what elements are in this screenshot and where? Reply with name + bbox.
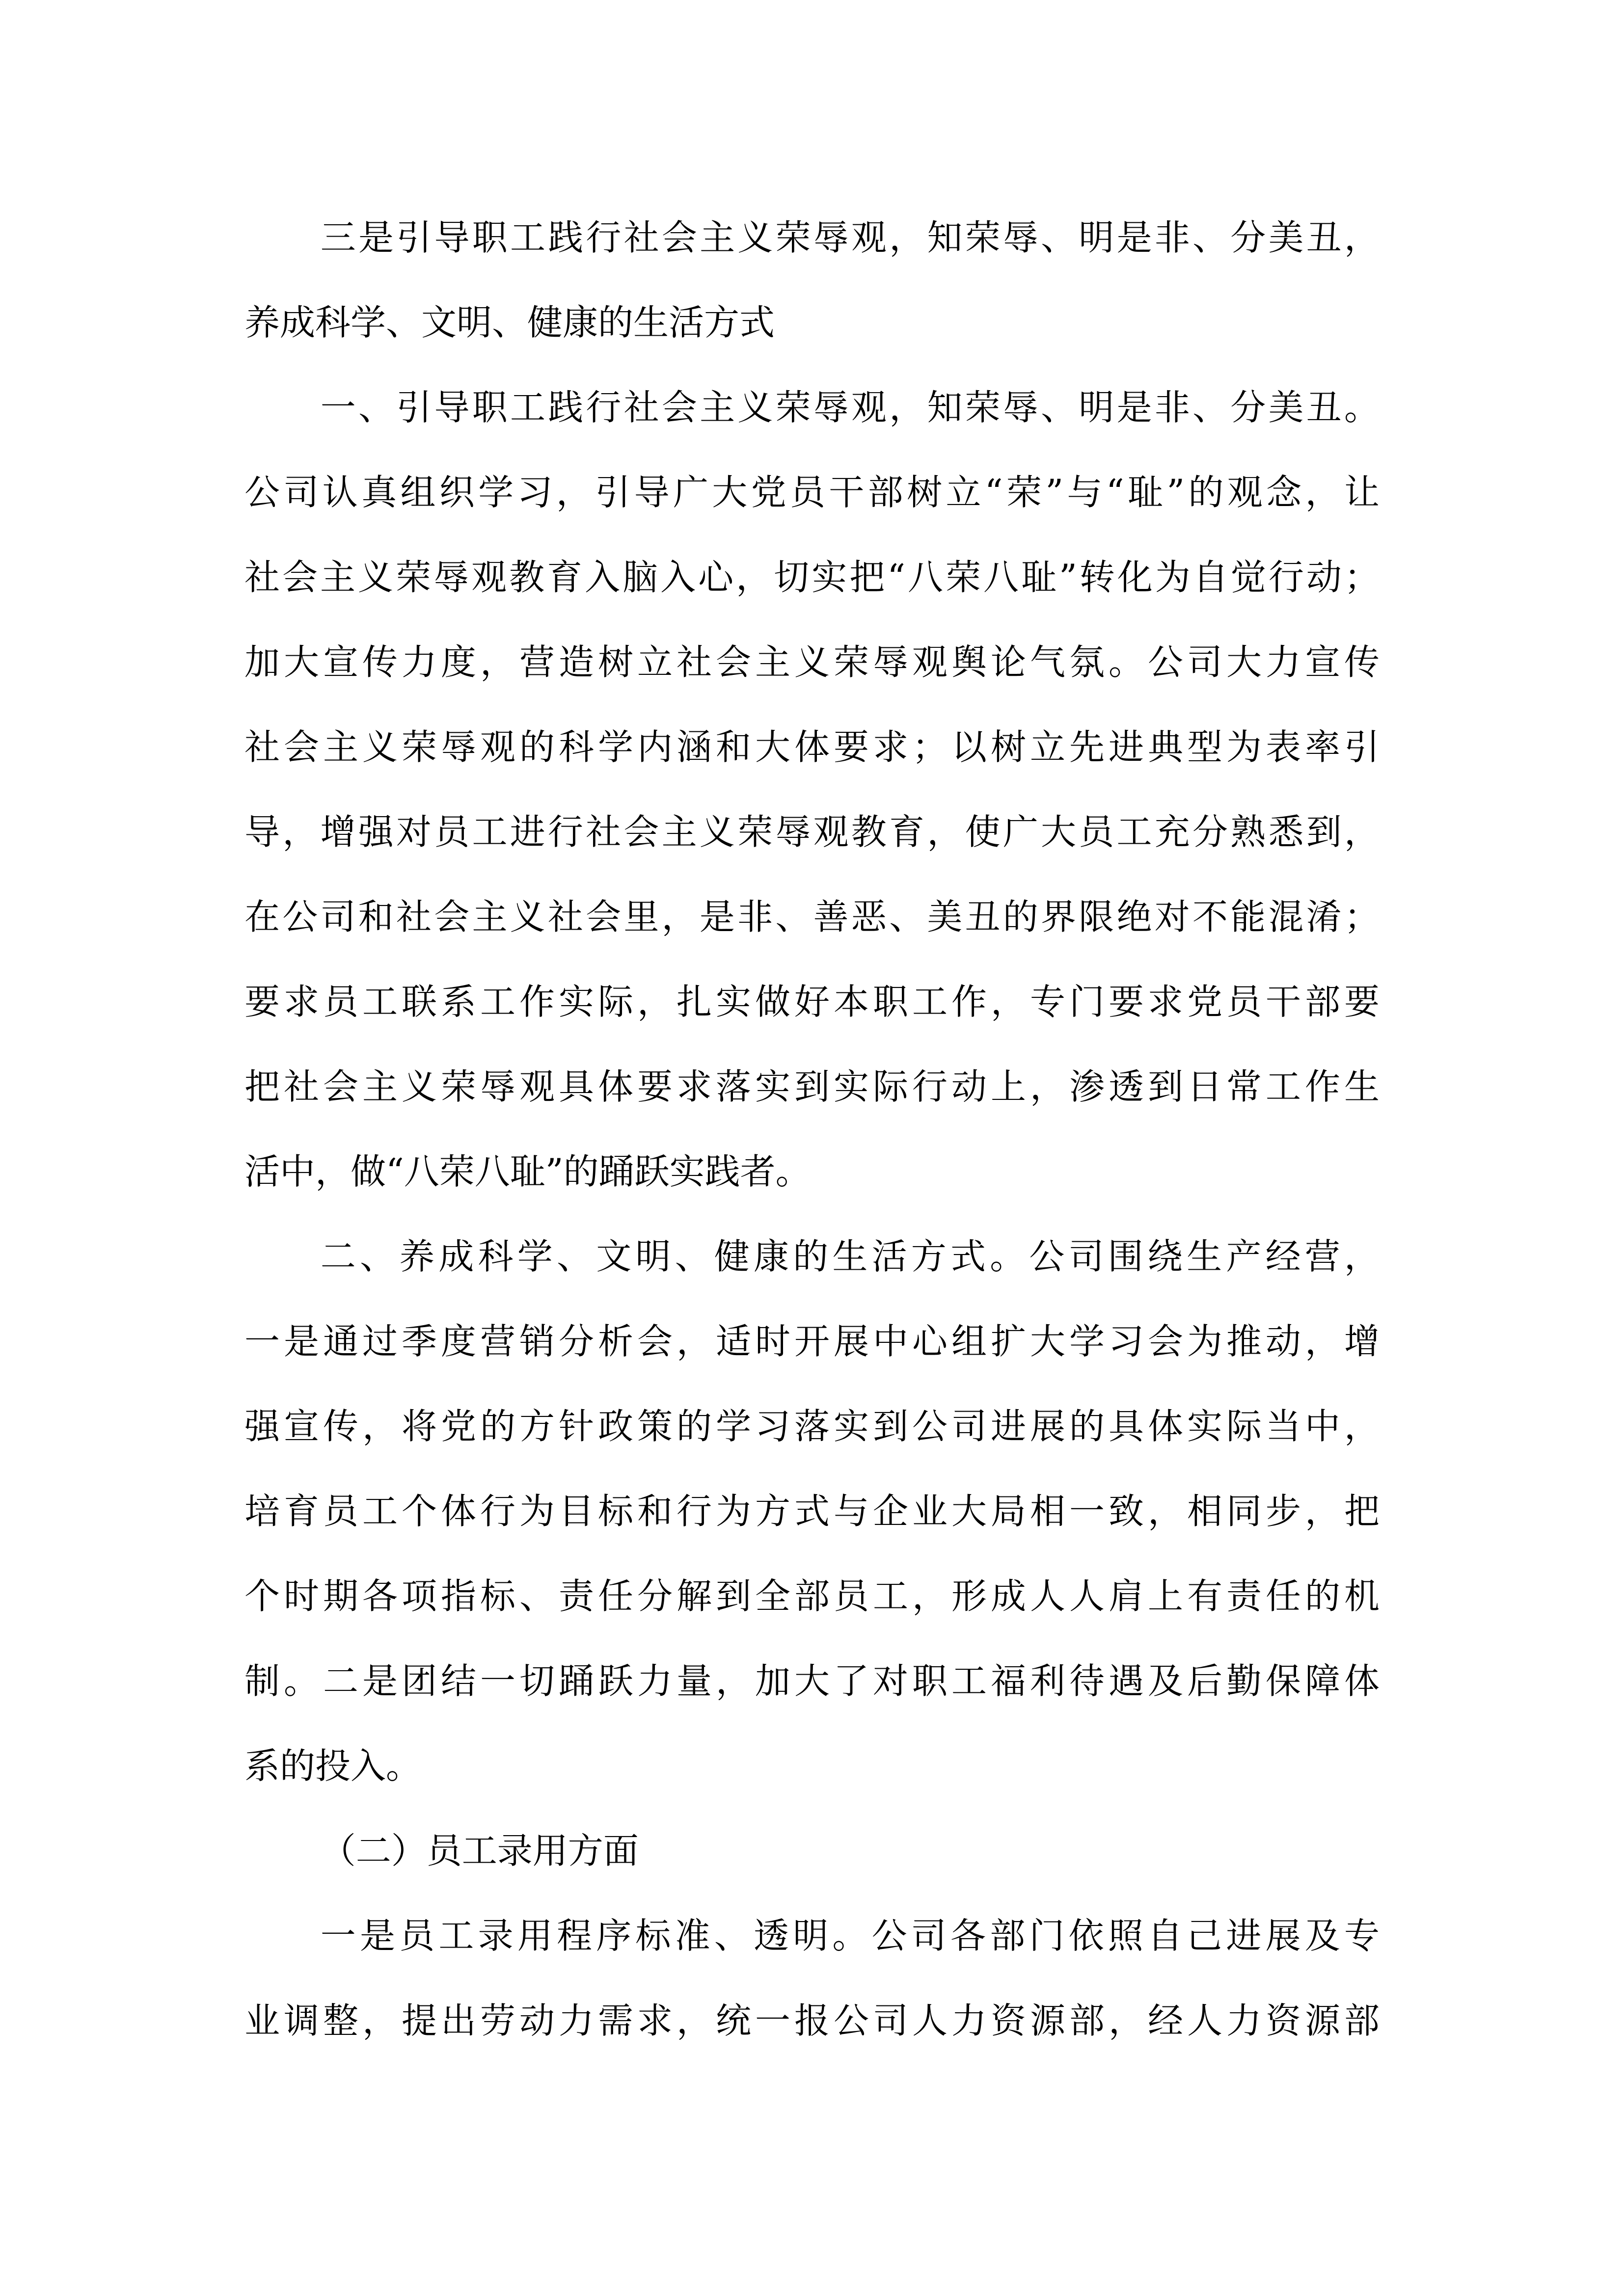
text-line: （二）员工录用方面 xyxy=(320,1830,639,1871)
text-line: 二、养成科学、文明、健康的生活方式。公司围绕生产经营， xyxy=(320,1236,1380,1277)
text-line: 养成科学、文明、健康的生活方式 xyxy=(244,302,775,343)
text-line: 强宣传，将党的方针政策的学习落实到公司进展的具体实际当中， xyxy=(244,1406,1380,1447)
text-line: 在公司和社会主义社会里，是非、善恶、美丑的界限绝对不能混淆； xyxy=(244,896,1380,937)
text-line: 制。二是团结一切踊跃力量，加大了对职工福利待遇及后勤保障体 xyxy=(244,1660,1380,1702)
text-line: 加大宣传力度，营造树立社会主义荣辱观舆论气氛。公司大力宣传 xyxy=(244,641,1380,683)
text-line: 导，增强对员工进行社会主义荣辱观教育，使广大员工充分熟悉到， xyxy=(244,811,1380,853)
document-body xyxy=(244,195,1380,2063)
text-line: 公司认真组织学习，引导广大党员干部树立“荣”与“耻”的观念，让 xyxy=(244,472,1380,513)
text-line: 社会主义荣辱观的科学内涵和大体要求；以树立先进典型为表率引 xyxy=(244,726,1380,768)
text-line: 把社会主义荣辱观具体要求落实到实际行动上，渗透到日常工作生 xyxy=(244,1066,1380,1107)
text-line: 系的投入。 xyxy=(244,1745,422,1787)
text-line: 社会主义荣辱观教育入脑入心，切实把“八荣八耻”转化为自觉行动； xyxy=(244,557,1380,598)
text-line: 业调整，提出劳动力需求，统一报公司人力资源部，经人力资源部 xyxy=(244,2000,1380,2041)
text-line: 三是引导职工践行社会主义荣辱观，知荣辱、明是非、分美丑， xyxy=(320,217,1380,258)
text-line: 活中，做“八荣八耻”的踊跃实践者。 xyxy=(244,1151,811,1192)
text-line: 要求员工联系工作实际，扎实做好本职工作，专门要求党员干部要 xyxy=(244,981,1380,1022)
text-line: 一是通过季度营销分析会，适时开展中心组扩大学习会为推动，增 xyxy=(244,1321,1380,1362)
text-line: 一是员工录用程序标准、透明。公司各部门依照自己进展及专 xyxy=(320,1915,1380,1956)
text-line: 个时期各项指标、责任分解到全部员工，形成人人肩上有责任的机 xyxy=(244,1575,1380,1617)
text-line: 培育员工个体行为目标和行为方式与企业大局相一致，相同步，把 xyxy=(244,1491,1380,1532)
text-line: 一、引导职工践行社会主义荣辱观，知荣辱、明是非、分美丑。 xyxy=(320,387,1380,428)
